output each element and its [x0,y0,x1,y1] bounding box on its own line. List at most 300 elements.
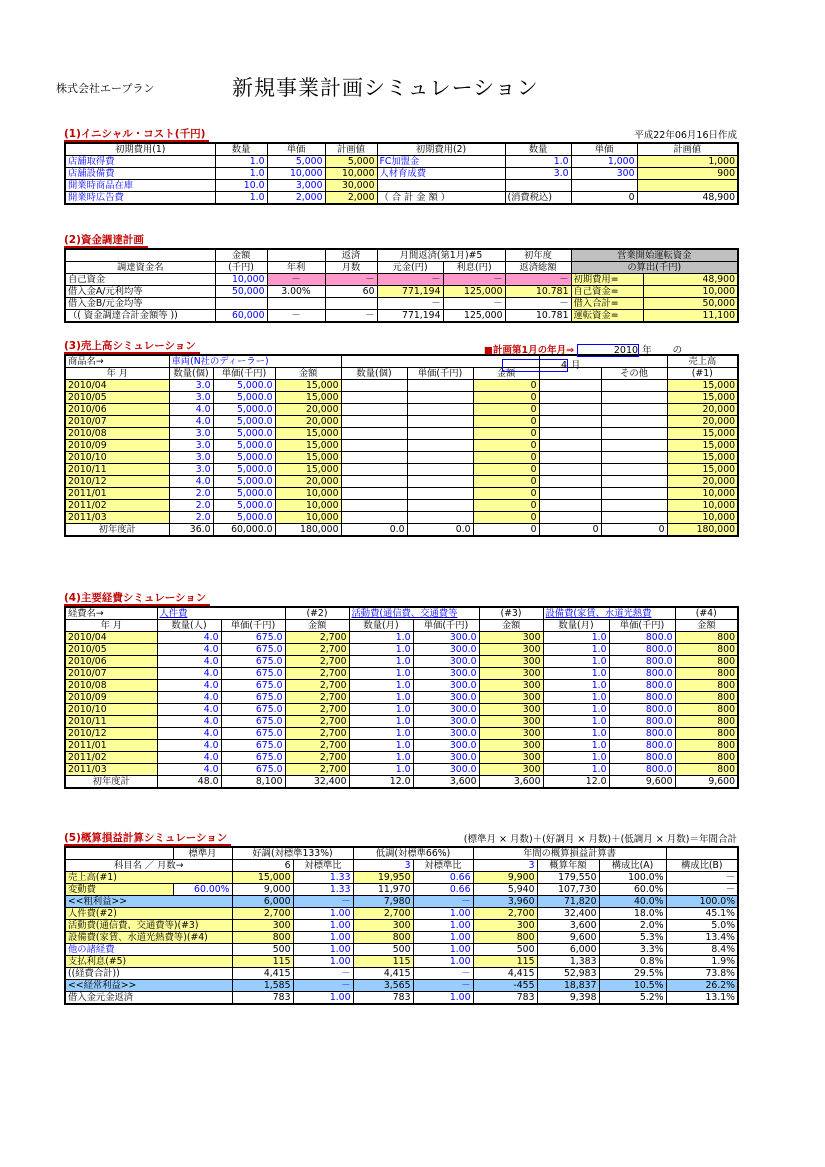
unit-price-input[interactable]: 5,000.0 [213,464,275,476]
unit-price-input[interactable]: 5,000.0 [213,488,275,500]
input-cell[interactable]: 1.0 [543,740,609,752]
month-label: 2010/07 [65,416,169,428]
input-cell[interactable]: 4.0 [157,656,221,668]
input-cell[interactable]: 300.0 [413,644,479,656]
year-unit: 年 [642,345,652,356]
item-label: 人件費(#2) [65,908,232,920]
other-input[interactable] [601,500,667,512]
quantity-input[interactable]: 10.0 [215,180,267,192]
unit-price-input[interactable]: 5,000.0 [213,428,275,440]
input-cell[interactable]: 300.0 [413,680,479,692]
unit-price-input[interactable]: 300 [571,168,637,180]
amount: 0 [473,476,539,488]
months: － [325,310,377,323]
input-cell[interactable]: 4.0 [157,692,221,704]
quantity-input[interactable]: 3.0 [169,380,213,392]
input-cell[interactable]: 1.0 [349,644,413,656]
months[interactable] [325,298,377,310]
column-header: (#1) [667,368,738,380]
input-cell[interactable]: 800.0 [609,668,675,680]
column-header: の算出(千円) [571,262,738,274]
amount-input[interactable] [215,298,267,310]
value-cell: 2,700 [353,908,413,920]
months[interactable]: － [325,274,377,286]
quantity-input[interactable]: 3.0 [169,464,213,476]
ratio-input[interactable]: 1.33 [293,872,353,884]
quantity-input[interactable] [341,380,407,392]
value-cell: 9,600 [537,932,599,944]
input-cell[interactable]: 675.0 [221,728,285,740]
created-date: 平成22年06月16日作成 [634,130,737,141]
quantity-input[interactable]: 2.0 [169,512,213,524]
ratio-input[interactable]: 1.00 [293,992,353,1005]
input-cell[interactable]: 675.0 [221,716,285,728]
cell [539,440,601,452]
input-cell[interactable]: 4.0 [157,644,221,656]
cell [539,500,601,512]
input-cell[interactable]: 300.0 [413,752,479,764]
quantity-input[interactable]: 3.0 [169,428,213,440]
input-cell[interactable]: 4.0 [157,728,221,740]
plan-year-input[interactable]: 2010 [577,344,639,357]
interest-rate[interactable]: － [267,274,325,286]
column-header: その他 [601,368,667,380]
unit-price-input[interactable]: 5,000.0 [213,452,275,464]
column-header [267,249,325,262]
unit-price-input[interactable] [407,500,473,512]
item-label: 他の諸経費 [65,944,232,956]
input-cell[interactable]: 675.0 [221,692,285,704]
ratio-input[interactable]: 1.00 [413,908,473,920]
unit-price-input[interactable]: 5,000.0 [213,392,275,404]
quantity-input[interactable] [341,488,407,500]
column-header: (千円) [215,262,267,274]
unit-price-input[interactable]: 10,000 [267,168,325,180]
section-title: (4)主要経費シミュレーション [64,592,210,606]
amount: 300 [479,752,543,764]
month-label: 2010/11 [65,464,169,476]
input-cell[interactable]: 1.0 [543,632,609,644]
total-cell: 3,600 [413,776,479,789]
amount: 15,000 [275,392,341,404]
input-cell[interactable]: 1.0 [543,716,609,728]
unit-price-input[interactable]: 3,000 [267,180,325,192]
other-input[interactable] [601,428,667,440]
quantity-input[interactable] [341,476,407,488]
table-row [65,692,738,704]
capital-label: 自己資金= [571,286,643,298]
value-cell: 1,585 [232,980,293,992]
other-input[interactable] [601,512,667,524]
column-header: 金額 [215,249,267,262]
value-cell: 4,415 [473,968,537,980]
quantity-input[interactable]: 4.0 [169,416,213,428]
input-cell[interactable]: 800.0 [609,752,675,764]
ratio-input[interactable]: 1.00 [413,920,473,932]
plan-value: 10,000 [325,168,377,180]
other-input[interactable] [601,464,667,476]
interest: － [443,298,505,310]
item-label: 人材育成費 [377,168,505,180]
expense-table [64,606,739,789]
input-cell[interactable]: 675.0 [221,632,285,644]
sales-total: 10,000 [667,488,738,500]
table-row [65,298,738,310]
unit-price-input[interactable]: 1,000 [571,156,637,168]
unit-price-input[interactable] [407,452,473,464]
input-cell[interactable]: 300.0 [413,668,479,680]
ratio-input[interactable]: － [413,968,473,980]
months-good-input[interactable]: 3 [353,860,413,872]
unit-price-input[interactable]: 5,000.0 [213,500,275,512]
product-label: 商品名→ [65,355,169,368]
input-cell[interactable]: 300.0 [413,704,479,716]
quantity-input[interactable]: 2.0 [169,488,213,500]
quantity-input[interactable]: 1.0 [215,192,267,205]
input-cell[interactable]: 1.0 [349,632,413,644]
input-cell[interactable]: 675.0 [221,680,285,692]
table-row [65,740,738,752]
quantity-input[interactable]: 2.0 [169,500,213,512]
input-cell[interactable]: 1.0 [349,764,413,776]
quantity-input[interactable] [341,440,407,452]
ratio-input[interactable]: 1.00 [413,932,473,944]
header-row [65,607,738,620]
ratio-input[interactable]: 1.00 [293,956,353,968]
column-header: 年間の概算損益計算書 [473,847,666,860]
table-row [65,452,738,464]
ratio-input[interactable]: 0.66 [413,872,473,884]
unit-price-input[interactable]: 5,000 [267,156,325,168]
capital-value: 11,100 [643,310,738,323]
input-cell[interactable]: 800.0 [609,764,675,776]
amount: 300 [479,740,543,752]
interest-rate[interactable] [267,298,325,310]
value-cell: 300 [353,920,413,932]
value-cell: 52,983 [537,968,599,980]
ratio-input[interactable]: 1.00 [293,932,353,944]
quantity-input[interactable] [341,500,407,512]
input-cell[interactable]: 4.0 [157,764,221,776]
input-cell[interactable]: 300.0 [413,716,479,728]
quantity-input[interactable]: 3.0 [169,452,213,464]
column-header: 好調(対標準133%) [232,847,353,860]
month-label: 2010/09 [65,692,157,704]
column-header: 月数 [325,262,377,274]
unit-price-input[interactable]: 5,000.0 [213,476,275,488]
cell: 0 [571,192,637,205]
amount-input[interactable]: 50,000 [215,286,267,298]
input-cell[interactable]: 4.0 [157,632,221,644]
input-cell[interactable]: 1.0 [543,680,609,692]
table-row [65,380,738,392]
amount: 300 [479,656,543,668]
input-cell[interactable]: 675.0 [221,656,285,668]
unit-price-input[interactable] [571,180,637,192]
input-cell[interactable]: 675.0 [221,668,285,680]
unit-price-input[interactable]: 5,000.0 [213,512,275,524]
unit-price-input[interactable] [407,416,473,428]
plan-start [484,342,737,372]
value-cell: 783 [473,992,537,1005]
header-row [65,847,738,860]
input-cell[interactable]: 675.0 [221,704,285,716]
value-cell: 107,730 [537,884,599,896]
funding-section [64,234,737,323]
column-header: 科目名 ／ 月数→ [65,860,232,872]
input-cell[interactable]: 1.0 [349,740,413,752]
input-cell[interactable]: 4.0 [157,752,221,764]
item-label: 売上高(#1) [65,872,232,884]
quantity-input[interactable]: 3.0 [505,168,571,180]
unit-price-input[interactable] [407,428,473,440]
pl-table [64,846,739,1005]
month-label: 2011/01 [65,488,169,500]
value-cell: 40.0% [599,896,666,908]
other-input[interactable] [601,440,667,452]
table-row [65,644,738,656]
value-cell: -455 [473,980,537,992]
amount: 300 [479,680,543,692]
unit-price-input[interactable] [407,440,473,452]
unit-price-input[interactable] [407,464,473,476]
value-cell: 7,980 [353,896,413,908]
input-cell[interactable]: 4.0 [157,680,221,692]
value-cell: 6,000 [232,896,293,908]
input-cell[interactable]: 1.0 [543,728,609,740]
months[interactable]: 60 [325,286,377,298]
quantity-input[interactable]: 3.0 [169,440,213,452]
input-cell[interactable]: 800.0 [609,692,675,704]
amount-input[interactable]: 10,000 [215,274,267,286]
value-cell: 73.8% [666,968,738,980]
expense-name-input[interactable]: 人件費 [157,607,285,620]
quantity-input[interactable] [341,392,407,404]
quantity-input[interactable]: 1.0 [215,156,267,168]
table-row [65,488,738,500]
column-header: 数量(個) [169,368,213,380]
unit-price-input[interactable] [407,476,473,488]
input-cell[interactable]: 800.0 [609,656,675,668]
input-cell[interactable]: 300.0 [413,740,479,752]
quantity-input[interactable] [341,404,407,416]
ratio-input[interactable]: 1.00 [293,908,353,920]
unit-price-input[interactable]: 5,000.0 [213,416,275,428]
capital-value: 48,900 [643,274,738,286]
input-cell[interactable]: 1.0 [349,656,413,668]
unit-price-input[interactable] [407,404,473,416]
input-cell[interactable]: 300.0 [413,728,479,740]
unit-price-input[interactable]: 5,000.0 [213,404,275,416]
ratio-input[interactable]: － [413,980,473,992]
total-cell: 60,000.0 [213,524,275,537]
input-cell[interactable]: 800.0 [609,644,675,656]
quantity-input[interactable] [341,428,407,440]
column-header: 単価(千円) [407,368,473,380]
input-cell[interactable]: 800.0 [609,632,675,644]
input-cell[interactable]: 675.0 [221,752,285,764]
unit-price-input[interactable] [407,392,473,404]
input-cell[interactable]: 800.0 [609,740,675,752]
input-cell[interactable]: 300.0 [413,632,479,644]
ratio-input[interactable]: － [293,968,353,980]
input-cell[interactable]: 1.0 [349,752,413,764]
expense-name-input[interactable]: 活動費(通信費、交通費等 [349,607,479,620]
quantity-input[interactable] [341,464,407,476]
input-cell[interactable]: 1.0 [543,764,609,776]
quantity-input[interactable] [341,416,407,428]
input-cell[interactable]: 1.0 [349,704,413,716]
input-cell[interactable]: 1.0 [543,752,609,764]
input-cell[interactable]: 300.0 [413,656,479,668]
quantity-input[interactable] [505,180,571,192]
input-cell[interactable]: 800.0 [609,716,675,728]
ratio-input[interactable]: 1.00 [293,920,353,932]
cell [539,488,601,500]
table-row [65,896,738,908]
months-bad-input[interactable]: 3 [473,860,537,872]
quantity-input[interactable] [341,512,407,524]
input-cell[interactable]: 800.0 [609,680,675,692]
ratio-input[interactable]: － [293,980,353,992]
ratio-input[interactable]: － [293,896,353,908]
value-cell: 4,415 [353,968,413,980]
quantity-input[interactable]: 4.0 [169,476,213,488]
value-cell: 5.0% [666,920,738,932]
other-input[interactable] [601,488,667,500]
ratio-input[interactable]: 1.33 [293,884,353,896]
column-header: 単価(千円) [221,620,285,632]
table-row [65,908,738,920]
table-row [65,440,738,452]
input-cell[interactable]: 1.0 [349,680,413,692]
ratio-input[interactable]: 0.66 [413,884,473,896]
value-cell: 115 [353,956,413,968]
month-label: 2010/12 [65,728,157,740]
input-cell[interactable]: 800.0 [609,704,675,716]
amount: 0 [473,428,539,440]
input-cell[interactable]: 4.0 [157,716,221,728]
input-cell[interactable]: 1.0 [349,668,413,680]
other-input[interactable] [601,380,667,392]
amount: 300 [479,728,543,740]
column-header: 数量(人) [157,620,221,632]
amount: 300 [479,716,543,728]
quantity-input[interactable] [341,452,407,464]
input-cell[interactable]: 1.0 [349,692,413,704]
unit-price-input[interactable]: 2,000 [267,192,325,205]
unit-price-input[interactable] [407,488,473,500]
total-row [65,776,738,789]
value-cell: 29.5% [599,968,666,980]
input-cell[interactable]: 675.0 [221,740,285,752]
input-cell[interactable]: 1.0 [543,692,609,704]
input-cell[interactable]: 4.0 [157,668,221,680]
table-row [65,156,738,168]
ratio-input[interactable]: － [413,896,473,908]
item-label: 開業時商品在庫 [65,180,215,192]
input-cell[interactable]: 800.0 [609,728,675,740]
sales-total: 15,000 [667,428,738,440]
month-label: 2010/05 [65,644,157,656]
ratio-input[interactable]: 1.00 [413,944,473,956]
ratio-input[interactable]: 1.00 [413,992,473,1005]
input-cell[interactable]: 300.0 [413,764,479,776]
ratio-input[interactable]: 1.00 [413,956,473,968]
ratio-input[interactable]: 1.00 [293,944,353,956]
expense-name-input[interactable]: 設備費(家賃、水道光熱費 [543,607,675,620]
month-label: 2010/10 [65,452,169,464]
value-cell: 2,700 [232,908,293,920]
other-input[interactable] [601,476,667,488]
value-cell: 2.0% [599,920,666,932]
quantity-input[interactable]: 1.0 [215,168,267,180]
input-cell[interactable]: 1.0 [543,656,609,668]
unit-price-input[interactable]: 5,000.0 [213,440,275,452]
column-header: 対標準比 [293,860,353,872]
cell [539,404,601,416]
column-header: 数量(月) [349,620,413,632]
amount: 800 [675,644,738,656]
fund-name: （( 資金調達合計金額等 )) [65,310,215,323]
input-cell[interactable]: 1.0 [543,668,609,680]
input-cell[interactable]: 675.0 [221,764,285,776]
plan-month-input[interactable]: 4 [502,359,568,372]
total-cell: 8,100 [221,776,285,789]
other-input[interactable] [601,452,667,464]
other-input[interactable] [601,416,667,428]
month-label: 2011/02 [65,500,169,512]
section-title: (1)イニシャル・コスト(千円) [64,128,209,142]
value-cell: 15,000 [232,872,293,884]
annual-repay: － [505,274,571,286]
total-cell: 初年度計 [65,524,169,537]
input-cell[interactable]: 1.0 [543,704,609,716]
month-label: 2010/11 [65,716,157,728]
other-input[interactable] [601,404,667,416]
quantity-input[interactable]: 1.0 [505,156,571,168]
sales-total: 15,000 [667,464,738,476]
variable-rate-input[interactable]: 60.00% [173,884,232,896]
unit-price-input[interactable] [407,512,473,524]
input-cell[interactable]: 1.0 [543,644,609,656]
column-header: 数量 [505,143,571,156]
month-label: 2011/03 [65,512,169,524]
input-cell[interactable]: 4.0 [157,740,221,752]
table-row [65,404,738,416]
quantity-input[interactable]: 4.0 [169,404,213,416]
interest-rate[interactable]: 3.00% [267,286,325,298]
value-cell: 3,960 [473,896,537,908]
input-cell[interactable]: 4.0 [157,704,221,716]
product-name-input[interactable]: 車両(N社のディーラー) [169,355,341,368]
company-name: 株式会社エープラン [56,82,155,95]
sales-total: 20,000 [667,416,738,428]
input-cell[interactable]: 1.0 [349,728,413,740]
principal: 771,194 [377,286,443,298]
unit-price-input[interactable]: 5,000.0 [213,380,275,392]
table-row [65,500,738,512]
value-cell: 1,383 [537,956,599,968]
input-cell[interactable]: 675.0 [221,644,285,656]
input-cell[interactable]: 1.0 [349,716,413,728]
quantity-input[interactable]: 3.0 [169,392,213,404]
other-input[interactable] [601,392,667,404]
page-title: 新規事業計画シミュレーション [232,76,539,100]
input-cell[interactable]: 300.0 [413,692,479,704]
table-row [65,416,738,428]
unit-price-input[interactable] [407,380,473,392]
